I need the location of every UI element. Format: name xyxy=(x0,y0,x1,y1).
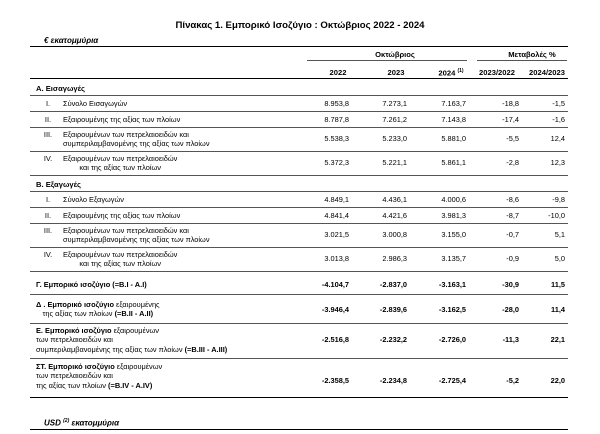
row-rule xyxy=(30,294,568,295)
october-group-rule xyxy=(307,60,467,61)
cell-2024: 5.881,0 xyxy=(441,134,466,143)
cell-change2: -10,0 xyxy=(548,211,565,220)
row-label: Δ . Εμπορικό ισοζύγιο εξαιρουμένης της αξίας των πλοίων (=B.II - A.II) xyxy=(36,300,160,319)
cell-2023: 7.261,2 xyxy=(382,115,407,124)
cell-2023: 3.000,8 xyxy=(382,230,407,239)
cell-2024: 5.861,1 xyxy=(441,158,466,167)
cell-change1: -8,6 xyxy=(506,195,519,204)
footer-rule xyxy=(30,429,568,430)
row-rule xyxy=(30,175,568,176)
col-change2-header: 2024/2023 xyxy=(529,68,565,77)
row-rule xyxy=(30,223,568,224)
cell-2024: -2.725,4 xyxy=(438,376,466,385)
row-label: I. Σύνολο Εξαγωγών xyxy=(45,195,124,204)
section-title: Α. Εισαγωγές xyxy=(36,84,85,93)
cell-change1: -28,0 xyxy=(502,305,519,314)
cell-change1: -11,3 xyxy=(502,335,519,344)
changes-group-header: Μεταβολές % xyxy=(508,50,556,59)
row-label: IV. Εξαιρουμένων των πετρελαιοειδών και της αξίας των πλοίων xyxy=(43,250,178,269)
cell-change2: -1,5 xyxy=(552,99,565,108)
table-bottom-rule xyxy=(30,397,568,398)
cell-2024: 3.155,0 xyxy=(441,230,466,239)
cell-2022: 4.849,1 xyxy=(324,195,349,204)
cell-change2: 5,1 xyxy=(554,230,565,239)
row-label: II. Εξαιρουμένης της αξίας των πλοίων xyxy=(44,211,181,220)
table-title: Πίνακας 1. Εμπορικό Ισοζύγιο : Οκτώβριος 2022 - 2024 xyxy=(175,20,425,31)
col-2024-footnote: (1) xyxy=(457,68,464,74)
cell-2023: 5.233,0 xyxy=(382,134,407,143)
cell-2024: 7.143,8 xyxy=(441,115,466,124)
cell-change1: -30,9 xyxy=(502,280,519,289)
october-group-header: Οκτώβριος xyxy=(375,50,415,59)
row-rule xyxy=(30,151,568,152)
cell-change1: -0,7 xyxy=(506,230,519,239)
row-label: III. Εξαιρουμένων των πετρελαιοειδών και συμπεριλαμβανομένης της αξίας των πλοίων xyxy=(43,130,210,149)
cell-2024: -3.163,1 xyxy=(438,280,466,289)
cell-change2: -9,8 xyxy=(552,195,565,204)
col-2024-header xyxy=(431,68,471,78)
cell-change1: -2,8 xyxy=(506,158,519,167)
cell-2023: 5.221,1 xyxy=(382,158,407,167)
cell-2022: 8.787,8 xyxy=(324,115,349,124)
cell-2024: -2.726,0 xyxy=(438,335,466,344)
cell-change2: 12,3 xyxy=(550,158,565,167)
cell-2024: 7.163,7 xyxy=(441,99,466,108)
row-label: ΣΤ. Εμπορικό ισοζύγιο εξαιρουμένων των πετρελαιοειδών και της αξίας των πλοίων (=B.IV - A.IV) xyxy=(36,362,163,390)
cell-2024: 4.000,6 xyxy=(441,195,466,204)
row-label: Ε. Εμπορικό ισοζύγιο εξαιρουμένων των πετρελαιοειδών και συμπεριλαμβανομένης της αξίας των πλοίων (=B.III - A.III) xyxy=(36,326,228,354)
row-label: II. Εξαιρουμένης της αξίας των πλοίων xyxy=(44,115,181,124)
cell-2023: 4.421,6 xyxy=(382,211,407,220)
row-rule xyxy=(30,127,568,128)
cell-change2: 22,0 xyxy=(550,376,565,385)
row-rule xyxy=(30,111,568,112)
cell-2023: 7.273,1 xyxy=(382,99,407,108)
cell-2022: 4.841,4 xyxy=(324,211,349,220)
section-title: Β. Εξαγωγές xyxy=(36,180,81,189)
cell-change2: 11,4 xyxy=(551,305,565,314)
cell-2022: 3.021,5 xyxy=(324,230,349,239)
cell-2022: 8.953,8 xyxy=(324,99,349,108)
changes-group-rule xyxy=(477,60,567,61)
row-label: III. Εξαιρουμένων των πετρελαιοειδών και συμπεριλαμβανομένης της αξίας των πλοίων xyxy=(43,226,210,245)
header-top-rule xyxy=(30,46,568,47)
cell-change1: -18,8 xyxy=(502,99,519,108)
cell-2023: 4.436,1 xyxy=(382,195,407,204)
cell-2022: 3.013,8 xyxy=(324,254,349,263)
cell-change2: 5,0 xyxy=(554,254,565,263)
cell-2022: -2.516,8 xyxy=(321,335,349,344)
cell-2023: -2.837,0 xyxy=(379,280,407,289)
row-label: I. Σύνολο Εισαγωγών xyxy=(45,99,128,108)
cell-2024: -3.162,5 xyxy=(438,305,466,314)
cell-change1: -5,5 xyxy=(506,134,519,143)
row-rule xyxy=(30,247,568,248)
unit-label: € εκατομμύρια xyxy=(44,36,99,45)
row-rule xyxy=(30,207,568,208)
cell-2022: -3.946,4 xyxy=(321,305,349,314)
cell-2022: -2.358,5 xyxy=(321,376,349,385)
cell-change2: -1,6 xyxy=(552,115,565,124)
col-change1-header: 2023/2022 xyxy=(479,68,515,77)
row-label: IV. Εξαιρουμένων των πετρελαιοειδών και της αξίας των πλοίων xyxy=(43,154,178,173)
cell-2024: 3.135,7 xyxy=(441,254,466,263)
cell-2023: -2.839,6 xyxy=(379,305,407,314)
col-2023-header: 2023 xyxy=(387,68,405,77)
col-2022-header: 2022 xyxy=(329,68,347,77)
cell-change2: 22,1 xyxy=(550,335,565,344)
footer-unit-label: USD $^{(2)}$ εκατομμύρια xyxy=(44,418,120,428)
cell-change2: 12,4 xyxy=(550,134,565,143)
cell-2022: -4.104,7 xyxy=(321,280,349,289)
cell-2023: 2.986,3 xyxy=(382,254,407,263)
row-label: Γ. Εμπορικό ισοζύγιο (=B.I - A.I) xyxy=(36,280,147,289)
cell-2022: 5.372,3 xyxy=(324,158,349,167)
row-rule xyxy=(30,358,568,359)
cell-change1: -0,9 xyxy=(506,254,519,263)
cell-change2: 11,5 xyxy=(551,280,565,289)
cell-2023: -2.234,8 xyxy=(379,376,407,385)
row-rule xyxy=(30,271,568,272)
cell-change1: -17,4 xyxy=(502,115,519,124)
cell-change1: -8,7 xyxy=(506,211,519,220)
col-2024-label: 2024 xyxy=(438,68,456,78)
row-rule xyxy=(30,323,568,324)
cell-2024: 3.981,3 xyxy=(441,211,466,220)
cell-2023: -2.232,2 xyxy=(379,335,407,344)
row-rule xyxy=(30,191,568,192)
header-bottom-rule xyxy=(30,78,568,79)
row-rule xyxy=(30,95,568,96)
cell-change1: -5,2 xyxy=(506,376,519,385)
cell-2022: 5.538,3 xyxy=(324,134,349,143)
